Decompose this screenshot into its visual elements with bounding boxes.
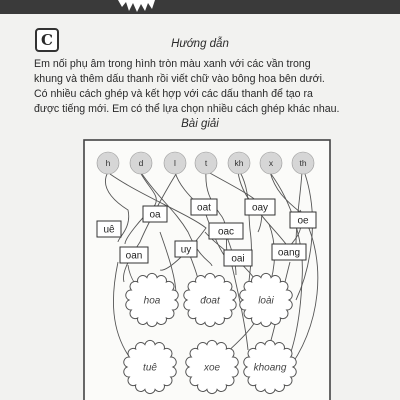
consonant-label: d <box>138 158 144 168</box>
section-badge: C <box>35 28 59 52</box>
rhyme-label: oai <box>231 253 245 265</box>
rhyme-label: oang <box>277 247 301 259</box>
rhyme-label: uê <box>103 224 115 236</box>
solution-title: Bài giải <box>181 118 219 130</box>
rhyme-label: oay <box>251 202 269 214</box>
consonant-label: h <box>105 158 111 168</box>
rhyme-label: oat <box>197 202 211 214</box>
flower-word: khoang <box>253 362 287 374</box>
consonant-label: t <box>204 158 208 168</box>
rhyme-label: oac <box>217 226 235 238</box>
flower-word: đoat <box>200 295 220 307</box>
rhyme-label: oa <box>149 209 161 221</box>
rhyme-label: uy <box>180 244 192 256</box>
consonant-label: x <box>268 158 274 168</box>
flower-word: xoe <box>203 362 221 374</box>
instruction-line: khung và thêm dấu thanh rồi viết chữ vào bông hoa bên dưới. <box>34 73 325 85</box>
instruction-line: Em nối phụ âm trong hình tròn màu xanh với các vần trong <box>34 58 311 70</box>
flower-word: loài <box>258 295 274 307</box>
flower-word: hoa <box>143 295 161 307</box>
guide-title: Hướng dẫn <box>171 38 229 50</box>
consonant-label: th <box>299 158 307 168</box>
instruction-line: được tiếng mới. Em có thể lựa chọn nhiều cách ghép khác nhau. <box>34 103 340 115</box>
flower-word: tuê <box>143 362 157 374</box>
rhyme-label: oe <box>297 215 309 227</box>
consonant-label: kh <box>234 158 244 168</box>
rhyme-label: oan <box>125 250 143 262</box>
consonant-label: l <box>174 158 176 168</box>
instruction-line: Có nhiều cách ghép và kết hợp với các dấu thanh để tạo ra <box>34 88 313 100</box>
